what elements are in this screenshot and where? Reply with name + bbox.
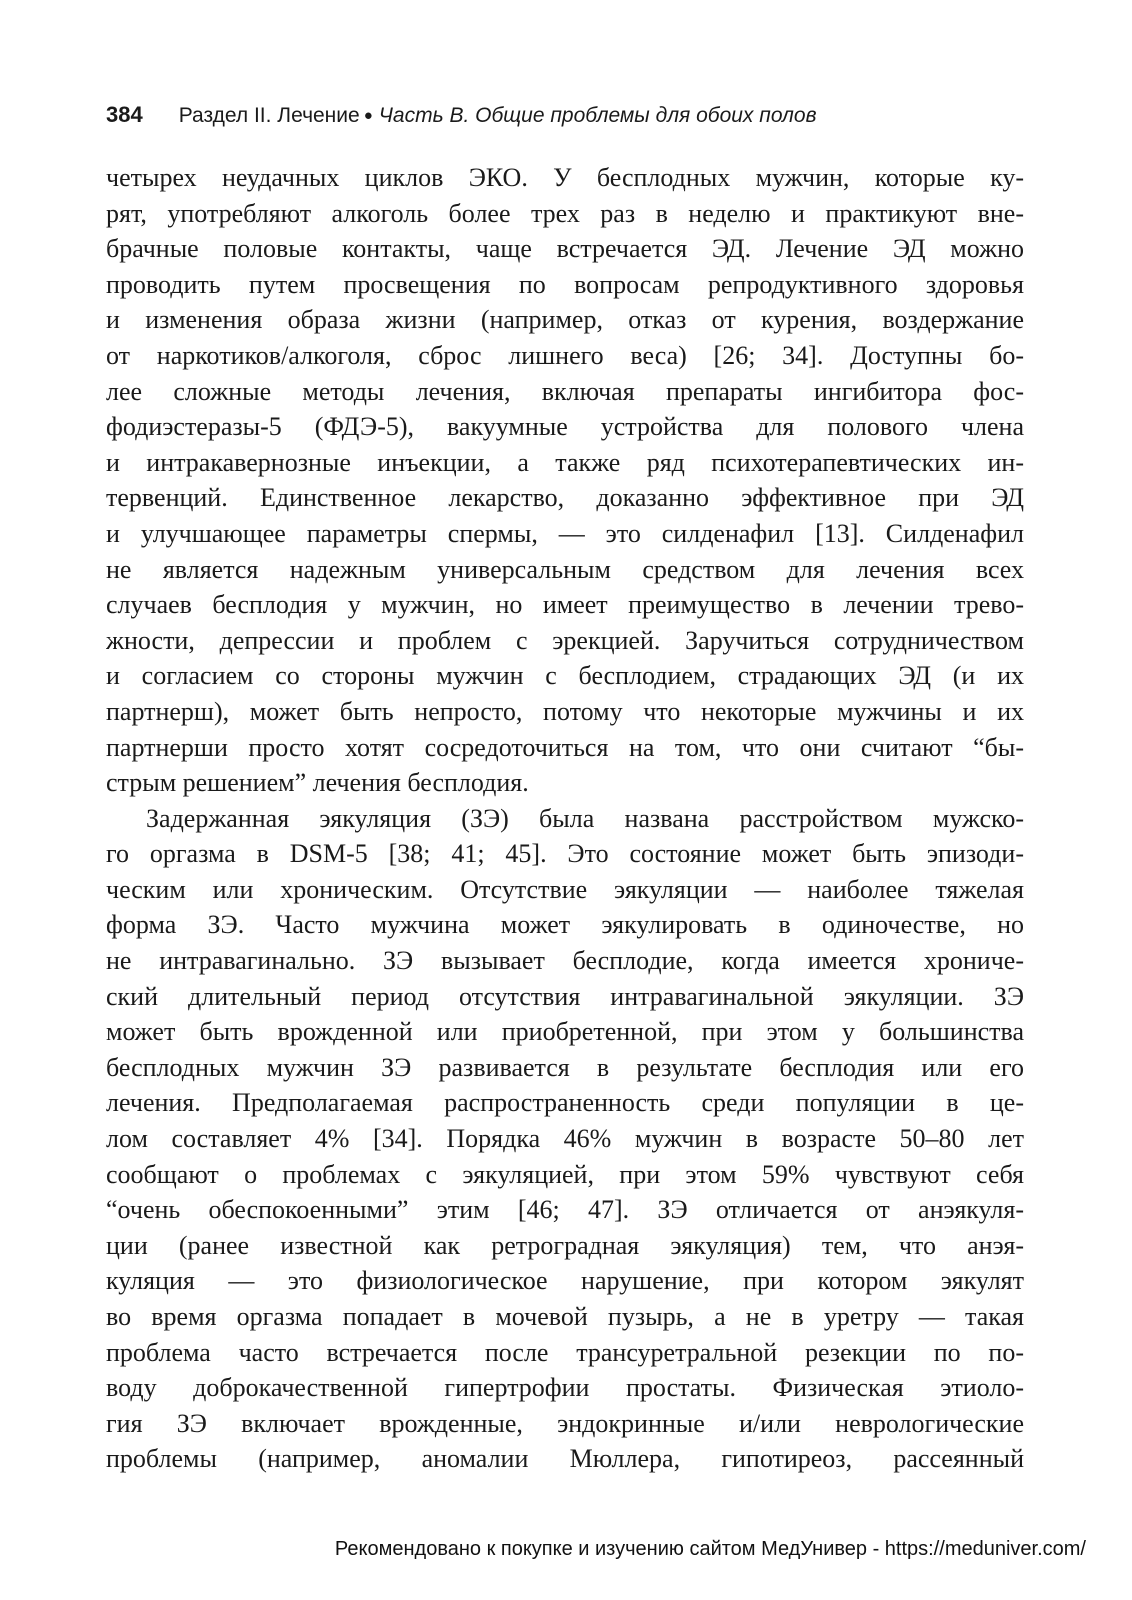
text-line: стрым решением” лечения бесплодия. xyxy=(106,768,529,798)
text-line: рят, употребляют алкоголь более трех раз в неделю и практикуют вне- xyxy=(106,198,1024,228)
text-line: и улучшающее параметры спермы, — это силденафил [13]. Силденафил xyxy=(106,518,1024,548)
text-line: “очень обеспокоенными” этим [46; 47]. ЗЭ отличается от анэякуля- xyxy=(106,1195,1024,1225)
text-line: случаев бесплодия у мужчин, но имеет преимущество в лечении трево- xyxy=(106,590,1024,620)
text-line: и согласием со стороны мужчин с бесплодием, страдающих ЭД (и их xyxy=(106,661,1024,691)
text-line: форма ЗЭ. Часто мужчина может эякулировать в одиночестве, но xyxy=(106,910,1024,940)
page-number: 384 xyxy=(106,102,143,127)
running-head xyxy=(106,100,1026,131)
footer-watermark: Рекомендовано к покупке и изучению сайтом МедУнивер - https://meduniver.com/ xyxy=(334,1538,1086,1560)
text-line: и изменения образа жизни (например, отказ от курения, воздержание xyxy=(106,305,1024,335)
text-line: не интравагинально. ЗЭ вызывает бесплодие, когда имеется хрониче- xyxy=(106,946,1024,976)
text-line: жности, депрессии и проблем с эрекцией. Заручиться сотрудничеством xyxy=(106,625,1024,655)
paragraph-2 xyxy=(106,801,1024,1477)
part-title: Часть B. Общие проблемы для обоих полов xyxy=(378,104,817,127)
text-line: проводить путем просвещения по вопросам репродуктивного здоровья xyxy=(106,269,1024,299)
text-line: гия ЗЭ включает врожденные, эндокринные и/или неврологические xyxy=(106,1408,1024,1438)
text-line: и интракавернозные инъекции, а также ряд психотерапевтических ин- xyxy=(106,447,1024,477)
text-line: лее сложные методы лечения, включая препараты ингибитора фос- xyxy=(106,376,1024,406)
text-line: сообщают о проблемах с эякуляцией, при этом 59% чувствуют себя xyxy=(106,1159,1024,1189)
body-text xyxy=(106,160,1024,1477)
text-line: от наркотиков/алкоголя, сброс лишнего веса) [26; 34]. Доступны бо- xyxy=(106,340,1024,370)
text-line: куляция — это физиологическое нарушение, при котором эякулят xyxy=(106,1266,1024,1296)
text-line: тервенций. Единственное лекарство, доказанно эффективное при ЭД xyxy=(106,483,1024,513)
text-line: ции (ранее известной как ретроградная эякуляция) тем, что анэя- xyxy=(106,1230,1024,1260)
text-line: лечения. Предполагаемая распространенность среди популяции в це- xyxy=(106,1088,1024,1118)
text-line: го оргазма в DSM-5 [38; 41; 45]. Это состояние может быть эпизоди- xyxy=(106,839,1024,869)
text-line: во время оргазма попадает в мочевой пузырь, а не в уретру — такая xyxy=(106,1302,1024,1331)
text-line: воду доброкачественной гипертрофии простаты. Физическая этиоло- xyxy=(106,1373,1024,1403)
paragraph-1 xyxy=(106,160,1024,801)
text-line: проблема часто встречается после трансуретральной резекции по по- xyxy=(106,1337,1024,1367)
text-line: бесплодных мужчин ЗЭ развивается в результате бесплодия или его xyxy=(106,1052,1024,1082)
text-line: партнерш), может быть непросто, потому что некоторые мужчины и их xyxy=(106,696,1024,726)
text-line: брачные половые контакты, чаще встречается ЭД. Лечение ЭД можно xyxy=(106,234,1024,264)
text-line: фодиэстеразы-5 (ФДЭ-5), вакуумные устройства для полового члена xyxy=(106,412,1024,442)
bullet-separator: ● xyxy=(363,107,373,124)
text-line: ческим или хроническим. Отсутствие эякуляции — наиболее тяжелая xyxy=(106,874,1024,904)
text-line: не является надежным универсальным средством для лечения всех xyxy=(106,554,1024,584)
text-line: проблемы (например, аномалии Мюллера, гипотиреоз, рассеянный xyxy=(106,1444,1024,1474)
text-line: лом составляет 4% [34]. Порядка 46% мужчин в возрасте 50–80 лет xyxy=(106,1124,1024,1154)
text-line: четырех неудачных циклов ЭКО. У бесплодных мужчин, которые ку- xyxy=(106,163,1024,192)
text-line: может быть врожденной или приобретенной, при этом у большинства xyxy=(106,1017,1024,1047)
text-line: партнерши просто хотят сосредоточиться на том, что они считают “бы- xyxy=(106,732,1024,762)
text-line: Задержанная эякуляция (ЗЭ) была названа расстройством мужско- xyxy=(146,803,1024,833)
text-line: ский длительный период отсутствия интравагинальной эякуляции. ЗЭ xyxy=(106,981,1024,1011)
section-title: Раздел II. Лечение xyxy=(178,104,360,127)
